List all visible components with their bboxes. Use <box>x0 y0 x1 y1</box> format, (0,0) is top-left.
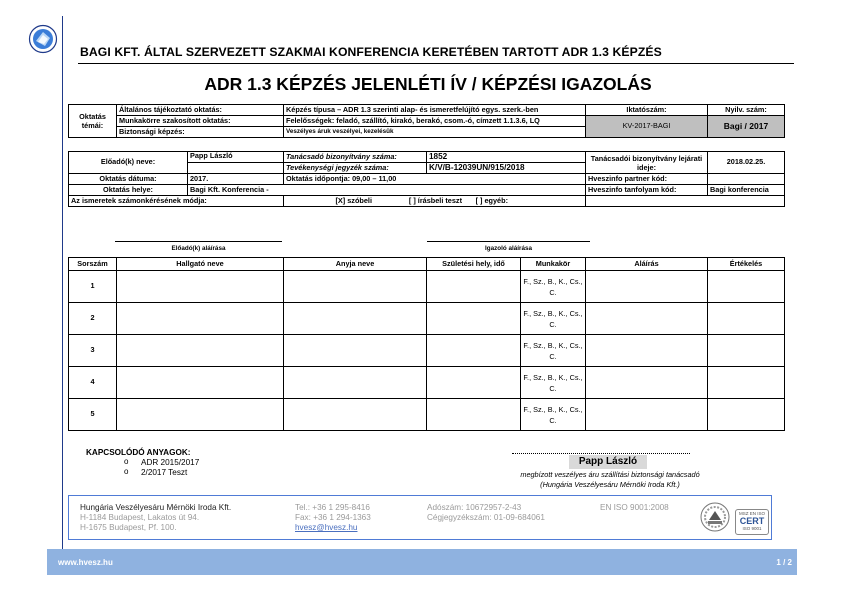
cert-badge-mid: CERT <box>739 516 765 526</box>
mother-name-cell[interactable] <box>284 303 427 335</box>
exam-written-option[interactable]: [ ] írásbeli teszt <box>408 195 462 205</box>
place-label: Oktatás helye: <box>69 185 188 196</box>
footer-address-2: H-1675 Budapest, Pf. 100. <box>80 523 177 532</box>
training-info-table <box>68 104 785 138</box>
mother-name-cell[interactable] <box>284 399 427 431</box>
exam-other-option[interactable]: [ ] egyéb: <box>475 195 508 205</box>
footer-tax-col <box>427 503 545 523</box>
cert-badge-bottom: ISO 9001 <box>742 526 762 531</box>
col-header-birth: Születési hely, idő <box>427 258 521 271</box>
mother-name-cell[interactable] <box>284 367 427 399</box>
row-number: 3 <box>69 335 117 367</box>
table-row <box>69 335 785 367</box>
related-materials-title: KAPCSOLÓDÓ ANYAGOK: <box>86 448 191 457</box>
footer-phone: Tel.: +36 1 295-8416 <box>295 503 370 512</box>
footer-letterhead <box>68 495 772 540</box>
cert-badge-top: MSZ EN ISO <box>738 511 765 516</box>
birth-cell[interactable] <box>427 399 521 431</box>
training-details-table <box>68 151 785 207</box>
attendance-header-row <box>69 258 785 271</box>
partner-code-label: Hveszinfo partner kód: <box>586 174 708 185</box>
company-logo-icon <box>28 24 58 54</box>
footer-contact-col <box>295 503 371 533</box>
record-no-label: Nyilv. szám: <box>708 105 785 116</box>
student-name-cell[interactable] <box>117 399 284 431</box>
exam-mode-label: Az ismeretek számonkérésének módja: <box>69 196 284 207</box>
place-value: Bagi Kft. Konferencia - <box>188 185 586 196</box>
job-cell: F., Sz., B., K., Cs., C. <box>521 399 586 431</box>
student-name-cell[interactable] <box>117 335 284 367</box>
mother-name-cell[interactable] <box>284 335 427 367</box>
course-code-label: Hveszinfo tanfolyam kód: <box>586 185 708 196</box>
cert-expiry-value: 2018.02.25. <box>708 152 785 174</box>
row-number: 2 <box>69 303 117 335</box>
partner-code-value <box>708 174 785 185</box>
birth-cell[interactable] <box>427 271 521 303</box>
cert-no-label: Tanácsadó bizonyítvány száma: <box>284 152 427 163</box>
quality-seal-icon <box>700 502 730 532</box>
evaluation-cell[interactable] <box>708 335 785 367</box>
birth-cell[interactable] <box>427 335 521 367</box>
certifier-signature-label: Igazoló aláírása <box>485 245 532 252</box>
signature-cell[interactable] <box>586 271 708 303</box>
row-number: 5 <box>69 399 117 431</box>
evaluation-cell[interactable] <box>708 271 785 303</box>
signer-name: Papp László <box>569 455 647 469</box>
footer-court-number: Cégjegyzékszám: 01-09-684061 <box>427 513 545 522</box>
col-header-student-name: Hallgató neve <box>117 258 284 271</box>
list-item: o 2/2017 Teszt <box>124 468 199 478</box>
col-header-number: Sorszám <box>69 258 117 271</box>
signer-org: (Hungária Veszélyesáru Mérnöki Iroda Kft.) <box>540 480 680 489</box>
list-item: o ADR 2015/2017 <box>124 458 199 468</box>
job-cell: F., Sz., B., K., Cs., C. <box>521 367 586 399</box>
job-cell: F., Sz., B., K., Cs., C. <box>521 271 586 303</box>
row-number: 4 <box>69 367 117 399</box>
footer-iso-col <box>600 503 669 513</box>
col-header-evaluation: Értékelés <box>708 258 785 271</box>
safety-training-label: Biztonsági képzés: <box>117 127 284 138</box>
presenter-extra <box>188 163 284 174</box>
student-name-cell[interactable] <box>117 271 284 303</box>
presenter-value: Papp László <box>188 152 284 163</box>
course-code-value: Bagi konferencia <box>708 185 785 196</box>
attendance-table <box>68 257 785 431</box>
date-value: 2017. <box>188 174 284 185</box>
cert-no-value: 1852 <box>427 152 586 163</box>
topics-label: Oktatás témái: <box>69 105 117 138</box>
signature-cell[interactable] <box>586 399 708 431</box>
footer-fax: Fax: +36 1 294-1363 <box>295 513 371 522</box>
dangers-cell: Veszélyes áruk veszélyei, kezelésük <box>284 127 586 138</box>
activity-reg-label: Tevékenységi jegyzék száma: <box>284 163 427 174</box>
evaluation-cell[interactable] <box>708 367 785 399</box>
related-materials-list <box>124 458 199 478</box>
signature-cell[interactable] <box>586 303 708 335</box>
footer-address-1: H-1184 Budapest, Lakatos út 94. <box>80 513 200 522</box>
signer-dotted-line <box>512 453 690 454</box>
record-no-value: Bagi / 2017 <box>708 116 785 138</box>
job-cell: F., Sz., B., K., Cs., C. <box>521 335 586 367</box>
responsibilities-cell: Felelősségek: feladó, szállító, kirakó, berakó, csom.-ó, címzett 1.1.3.6, LQ <box>284 116 586 127</box>
footer-company-name: Hungária Veszélyesáru Mérnöki Iroda Kft. <box>80 503 232 512</box>
header-title: BAGI KFT. ÁLTAL SZERVEZETT SZAKMAI KONFERENCIA KERETÉBEN TARTOTT ADR 1.3 KÉPZÉS <box>80 45 662 59</box>
presenter-signature-line <box>115 241 282 242</box>
table-row <box>69 271 785 303</box>
table-row <box>69 303 785 335</box>
footer-iso-text: EN ISO 9001:2008 <box>600 503 669 512</box>
evaluation-cell[interactable] <box>708 303 785 335</box>
table-row <box>69 367 785 399</box>
birth-cell[interactable] <box>427 367 521 399</box>
page-title: ADR 1.3 KÉPZÉS JELENLÉTI ÍV / KÉPZÉSI IGAZOLÁS <box>204 74 652 94</box>
footer-tax-number: Adószám: 10672957-2-43 <box>427 503 522 512</box>
student-name-cell[interactable] <box>117 303 284 335</box>
job-specific-training-label: Munkakörre szakosított oktatás: <box>117 116 284 127</box>
exam-mode-other-value <box>586 196 785 207</box>
reg-no-label: Iktatószám: <box>586 105 708 116</box>
student-name-cell[interactable] <box>117 367 284 399</box>
training-type-cell: Képzés típusa – ADR 1.3 szerinti alap- és ismeretfelújító egys. szerk.-ben <box>284 105 586 116</box>
birth-cell[interactable] <box>427 303 521 335</box>
cert-expiry-label: Tanácsadói bizonyítvány lejárati ideje: <box>586 152 708 174</box>
mother-name-cell[interactable] <box>284 271 427 303</box>
page-number: 1 / 2 <box>776 558 792 567</box>
signature-cell[interactable] <box>586 335 708 367</box>
exam-mode-options <box>284 196 586 207</box>
footer-company-col <box>80 503 231 533</box>
presenter-label: Előadó(k) neve: <box>69 152 188 174</box>
signature-cell[interactable] <box>586 367 708 399</box>
presenter-signature-label: Előadó(k) aláírása <box>171 245 226 252</box>
exam-oral-option[interactable]: [X] szóbeli <box>335 195 372 205</box>
left-margin-line <box>62 16 63 549</box>
cert-badge <box>735 509 769 535</box>
header-rule <box>78 63 794 64</box>
col-header-signature: Aláírás <box>586 258 708 271</box>
evaluation-cell[interactable] <box>708 399 785 431</box>
col-header-job: Munkakör <box>521 258 586 271</box>
col-header-mother-name: Anyja neve <box>284 258 427 271</box>
job-cell: F., Sz., B., K., Cs., C. <box>521 303 586 335</box>
website-link[interactable]: www.hvesz.hu <box>58 558 113 567</box>
footer-email-link[interactable]: hvesz@hvesz.hu <box>295 523 358 532</box>
reg-no-value: KV-2017-BAGI <box>586 116 708 138</box>
time-cell: Oktatás időpontja: 09,00 – 11,00 <box>284 174 586 185</box>
date-label: Oktatás dátuma: <box>69 174 188 185</box>
signer-role: megbízott veszélyes áru szállítási biztonsági tanácsadó <box>520 470 700 479</box>
table-row <box>69 399 785 431</box>
certifier-signature-line <box>427 241 590 242</box>
row-number: 1 <box>69 271 117 303</box>
general-training-label: Általános tájékoztató oktatás: <box>117 105 284 116</box>
bottom-bar <box>47 549 797 575</box>
activity-reg-value: K/V/B-12039UN/915/2018 <box>427 163 586 174</box>
